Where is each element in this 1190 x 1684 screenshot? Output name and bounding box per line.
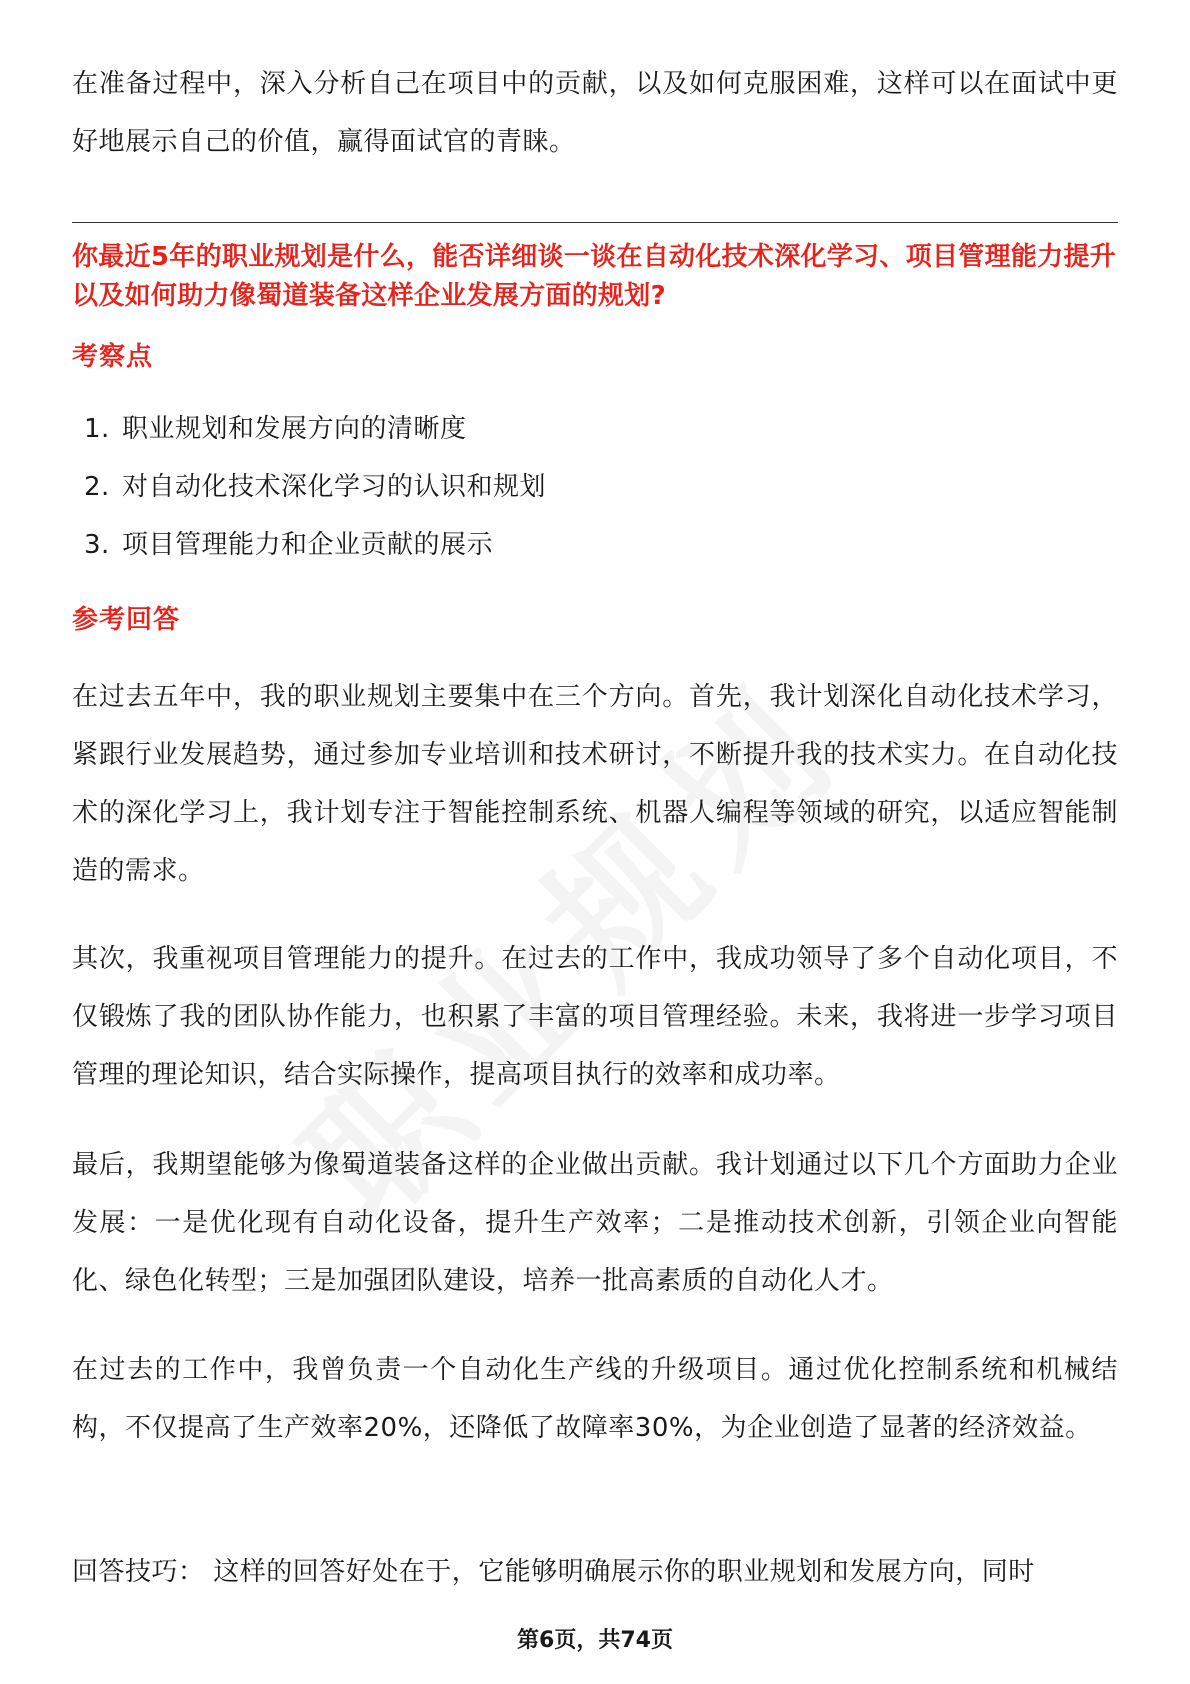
answer-paragraph-4: 在过去的工作中，我曾负责一个自动化生产线的升级项目。通过优化控制系统和机械结构，不仅提高了生产效率20%，还降低了故障率30%，为企业创造了显著的经济效益。 <box>72 1355 1118 1443</box>
list-item-text: 对自动化技术深化学习的认识和规划 <box>122 472 547 502</box>
answer-paragraph-1: 在过去五年中，我的职业规划主要集中在三个方向。首先，我计划深化自动化技术学习，紧跟行业发展趋势，通过参加专业培训和技术研讨，不断提升我的技术实力。在自动化技术的深化学习上，我计划专注于智能控制系统、机器人编程等领域的研究，以适应智能制造的需求。 <box>72 682 1118 886</box>
page-number: 第6页，共74页 <box>517 1628 673 1653</box>
question-heading: 你最近5年的职业规划是什么，能否详细谈一谈在自动化技术深化学习、项目管理能力提升以及如何助力像蜀道装备这样企业发展方面的规划? <box>72 242 1117 311</box>
answer-paragraph-3: 最后，我期望能够为像蜀道装备这样的企业做出贡献。我计划通过以下几个方面助力企业发展：一是优化现有自动化设备，提升生产效率；二是推动技术创新，引领企业向智能化、绿色化转型；三是加强团队建设，培养一批高素质的自动化人才。 <box>72 1150 1118 1296</box>
list-item-number: 2. <box>84 472 110 502</box>
list-item <box>84 516 546 574</box>
answer-heading: 参考回答 <box>72 605 181 635</box>
points-list <box>84 400 546 574</box>
list-item-text: 职业规划和发展方向的清晰度 <box>122 414 467 444</box>
answer-paragraph-2: 其次，我重视项目管理能力的提升。在过去的工作中，我成功领导了多个自动化项目，不仅锻炼了我的团队协作能力，也积累了丰富的项目管理经验。未来，我将进一步学习项目管理的理论知识，结合实际操作，提高项目执行的效率和成功率。 <box>72 944 1118 1090</box>
list-item-number: 3. <box>84 530 110 560</box>
list-item-text: 项目管理能力和企业贡献的展示 <box>122 530 494 560</box>
list-item <box>84 458 546 516</box>
points-heading: 考察点 <box>72 342 154 372</box>
intro-paragraph: 在准备过程中，深入分析自己在项目中的贡献，以及如何克服困难，这样可以在面试中更好地展示自己的价值，赢得面试官的青睐。 <box>72 69 1118 157</box>
list-item-number: 1. <box>84 414 110 444</box>
list-item <box>84 400 546 458</box>
section-divider <box>72 222 1118 223</box>
answer-tip: 回答技巧： 这样的回答好处在于，它能够明确展示你的职业规划和发展方向，同时 <box>72 1557 1035 1587</box>
